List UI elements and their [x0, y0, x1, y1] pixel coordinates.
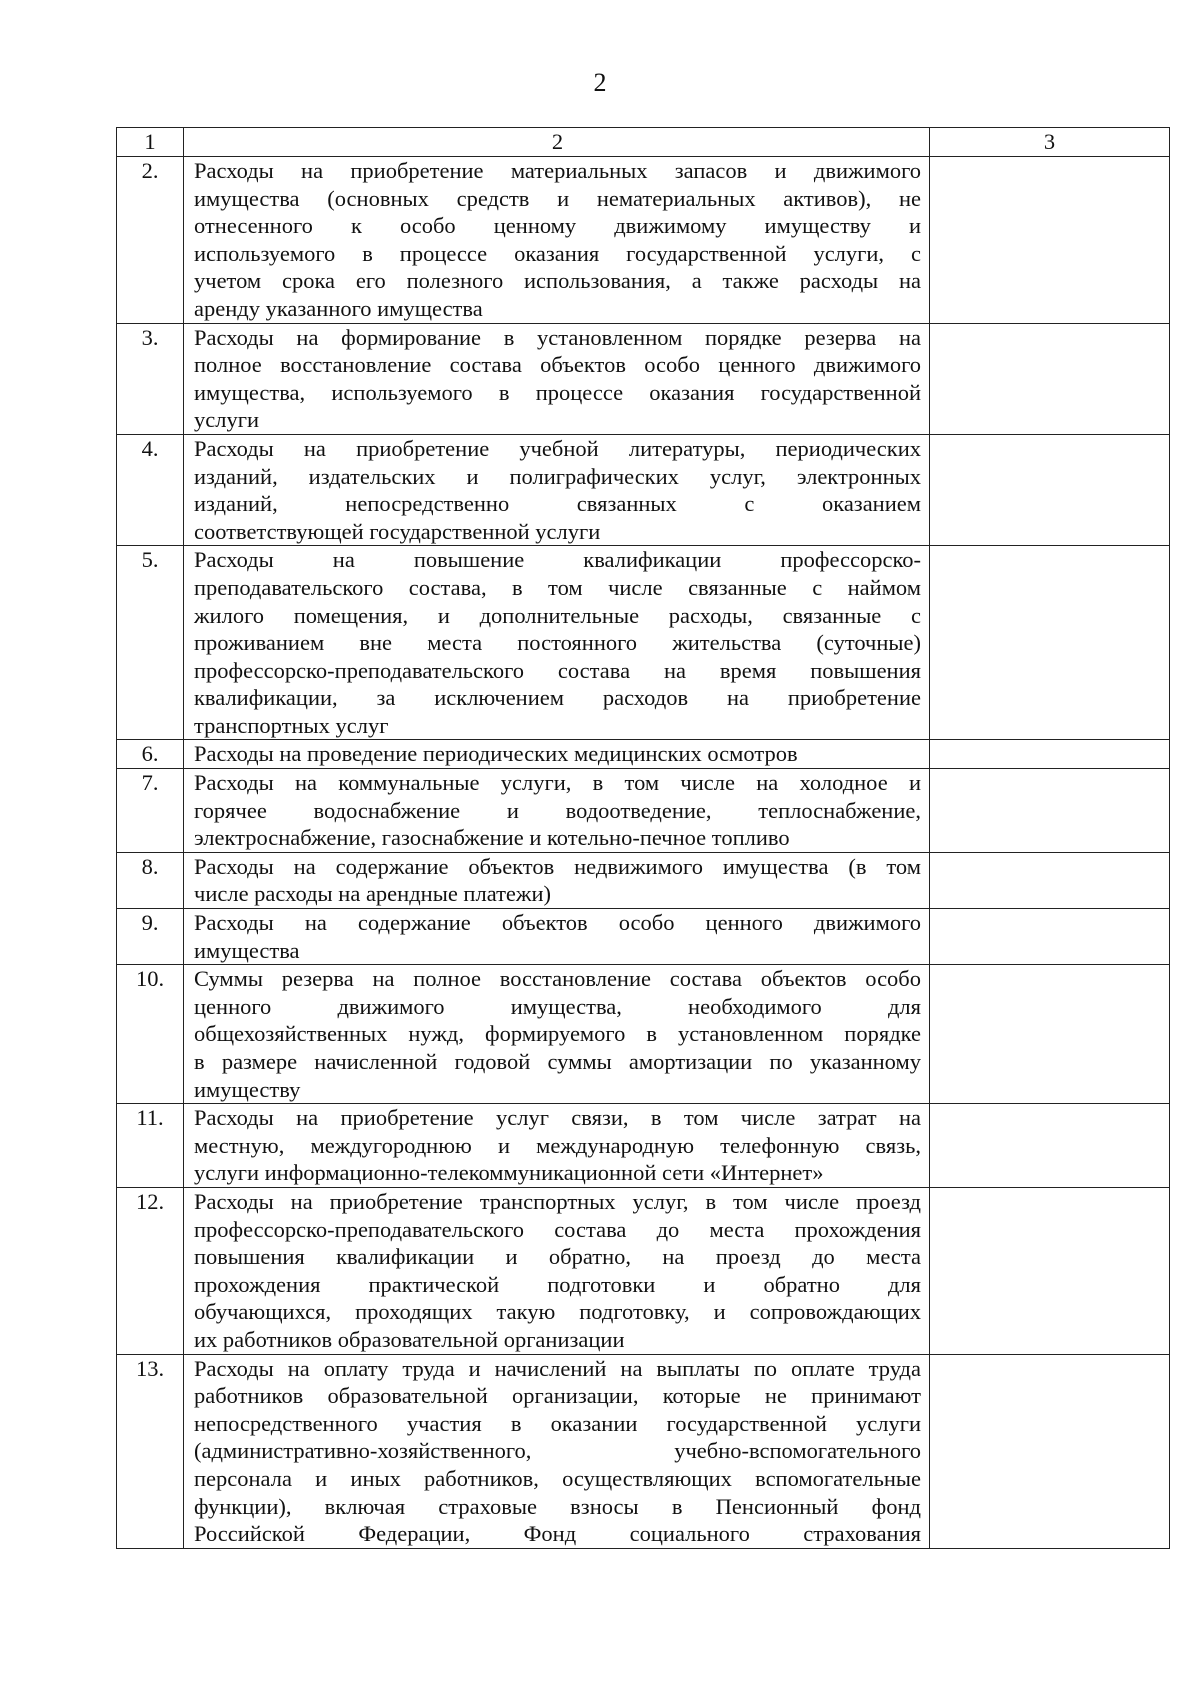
row-value-cell — [930, 1354, 1170, 1548]
row-description-cell — [184, 546, 930, 740]
row-number-cell: 2. — [117, 157, 184, 324]
description-line: Расходы на повышение квалификации профессорско- — [194, 547, 921, 573]
table-row — [117, 434, 1170, 545]
row-number-cell: 3. — [117, 323, 184, 434]
page-number: 2 — [593, 68, 607, 97]
row-value-cell — [930, 546, 1170, 740]
description-line: повышения квалификации и обратно, на проезд до места — [194, 1244, 921, 1270]
row-description-cell — [184, 434, 930, 545]
description-line: отнесенного к особо ценному движимому имуществу и — [194, 213, 921, 239]
row-number-cell: 11. — [117, 1104, 184, 1188]
row-number-cell: 6. — [117, 740, 184, 769]
row-number-cell: 4. — [117, 434, 184, 545]
row-description-cell — [184, 323, 930, 434]
description-line: проживанием вне места постоянного жительства (суточные) — [194, 630, 921, 656]
row-number-cell: 13. — [117, 1354, 184, 1548]
description-line: электроснабжение, газоснабжение и котельно-печное топливо — [194, 825, 790, 851]
description-line: числе расходы на арендные платежи) — [194, 881, 552, 907]
row-number-cell: 9. — [117, 909, 184, 965]
table-row — [117, 157, 1170, 324]
description-line: Российской Федерации, Фонд социального страхования — [194, 1521, 921, 1547]
description-line: Расходы на проведение периодических медицинских осмотров — [194, 741, 798, 767]
row-description-cell — [184, 740, 930, 769]
header-cell-1: 1 — [117, 128, 184, 157]
row-description-cell — [184, 1187, 930, 1354]
description-line: соответствующей государственной услуги — [194, 518, 601, 544]
description-line: Расходы на содержание объектов недвижимого имущества (в том — [194, 853, 921, 879]
description-line: изданий, издательских и полиграфических услуг, электронных — [194, 463, 921, 489]
description-line: аренду указанного имущества — [194, 295, 483, 321]
description-line: учетом срока его полезного использования, а также расходы на — [194, 268, 921, 294]
description-line: Расходы на оплату труда и начислений на выплаты по оплате труда — [194, 1355, 921, 1381]
description-line: имущества — [194, 937, 300, 963]
row-value-cell — [930, 965, 1170, 1104]
description-line: используемого в процессе оказания государственной услуги, с — [194, 240, 921, 266]
header-cell-2: 2 — [184, 128, 930, 157]
description-line: профессорско-преподавательского состава на время повышения — [194, 657, 921, 683]
description-line: транспортных услуг — [194, 712, 389, 738]
description-line: непосредственного участия в оказании государственной услуги — [194, 1410, 921, 1436]
description-line: местную, междугороднюю и международную телефонную связь, — [194, 1132, 921, 1158]
description-line: горячее водоснабжение и водоотведение, теплоснабжение, — [194, 797, 921, 823]
description-line: (административно-хозяйственного, учебно-вспомогательного — [194, 1438, 921, 1464]
description-line: услуги информационно-телекоммуникационной сети «Интернет» — [194, 1160, 824, 1186]
description-line: имуществу — [194, 1076, 301, 1102]
description-line: обучающихся, проходящих такую подготовку, и сопровождающих — [194, 1299, 921, 1325]
row-description-cell — [184, 1354, 930, 1548]
description-line: Расходы на содержание объектов особо ценного движимого — [194, 910, 921, 936]
row-value-cell — [930, 1104, 1170, 1188]
row-description-cell — [184, 852, 930, 908]
description-line: Расходы на приобретение услуг связи, в том числе затрат на — [194, 1105, 921, 1131]
description-line: Расходы на приобретение транспортных услуг, в том числе проезд — [194, 1188, 921, 1214]
description-line: общехозяйственных нужд, формируемого в установленном порядке — [194, 1021, 921, 1047]
description-line: услуги — [194, 407, 259, 433]
row-description-cell — [184, 1104, 930, 1188]
row-value-cell — [930, 909, 1170, 965]
description-line: полное восстановление состава объектов особо ценного движимого — [194, 352, 921, 378]
row-description-cell — [184, 965, 930, 1104]
table-row — [117, 769, 1170, 853]
table-row — [117, 740, 1170, 769]
description-line: Расходы на приобретение материальных запасов и движимого — [194, 158, 921, 183]
row-value-cell — [930, 740, 1170, 769]
description-line: в размере начисленной годовой суммы амортизации по указанному — [194, 1049, 921, 1074]
description-line: жилого помещения, и дополнительные расходы, связанные с — [194, 602, 921, 628]
description-line: преподавательского состава, в том числе связанные с наймом — [194, 574, 921, 600]
row-value-cell — [930, 852, 1170, 908]
description-line: Расходы на приобретение учебной литературы, периодических — [194, 435, 921, 461]
description-line: профессорско-преподавательского состава до места прохождения — [194, 1216, 921, 1242]
table-row — [117, 1354, 1170, 1548]
table-header-row — [117, 128, 1170, 157]
description-line: имущества, используемого в процессе оказания государственной — [194, 379, 921, 405]
row-number-cell: 12. — [117, 1187, 184, 1354]
row-number-cell: 10. — [117, 965, 184, 1104]
description-line: имущества (основных средств и нематериальных активов), не — [194, 185, 921, 211]
header-cell-3: 3 — [930, 128, 1170, 157]
row-number-cell: 8. — [117, 852, 184, 908]
table-row — [117, 965, 1170, 1104]
description-line: персонала и иных работников, осуществляющих вспомогательные — [194, 1465, 921, 1491]
table-row — [117, 323, 1170, 434]
row-description-cell — [184, 769, 930, 853]
row-value-cell — [930, 157, 1170, 324]
description-line: функции), включая страховые взносы в Пенсионный фонд — [194, 1493, 921, 1519]
table-row — [117, 1187, 1170, 1354]
table-row — [117, 852, 1170, 908]
row-description-cell — [184, 909, 930, 965]
row-number-cell: 5. — [117, 546, 184, 740]
table-row — [117, 546, 1170, 740]
table-body — [117, 128, 1170, 1549]
row-value-cell — [930, 323, 1170, 434]
row-value-cell — [930, 434, 1170, 545]
description-line: Расходы на формирование в установленном порядке резерва на — [194, 324, 921, 350]
description-line: изданий, непосредственно связанных с оказанием — [194, 491, 921, 517]
row-description-cell — [184, 157, 930, 324]
table-row — [117, 909, 1170, 965]
description-line: прохождения практической подготовки и обратно для — [194, 1271, 921, 1297]
row-number-cell: 7. — [117, 769, 184, 853]
description-line: Расходы на коммунальные услуги, в том числе на холодное и — [194, 770, 921, 796]
description-line: ценного движимого имущества, необходимого для — [194, 993, 921, 1019]
expense-table — [116, 127, 1170, 1549]
table-row — [117, 1104, 1170, 1188]
description-line: квалификации, за исключением расходов на приобретение — [194, 685, 921, 711]
row-value-cell — [930, 769, 1170, 853]
description-line: работников образовательной организации, которые не принимают — [194, 1383, 921, 1409]
description-line: их работников образовательной организации — [194, 1326, 625, 1352]
row-value-cell — [930, 1187, 1170, 1354]
description-line: Суммы резерва на полное восстановление состава объектов особо — [194, 966, 921, 992]
